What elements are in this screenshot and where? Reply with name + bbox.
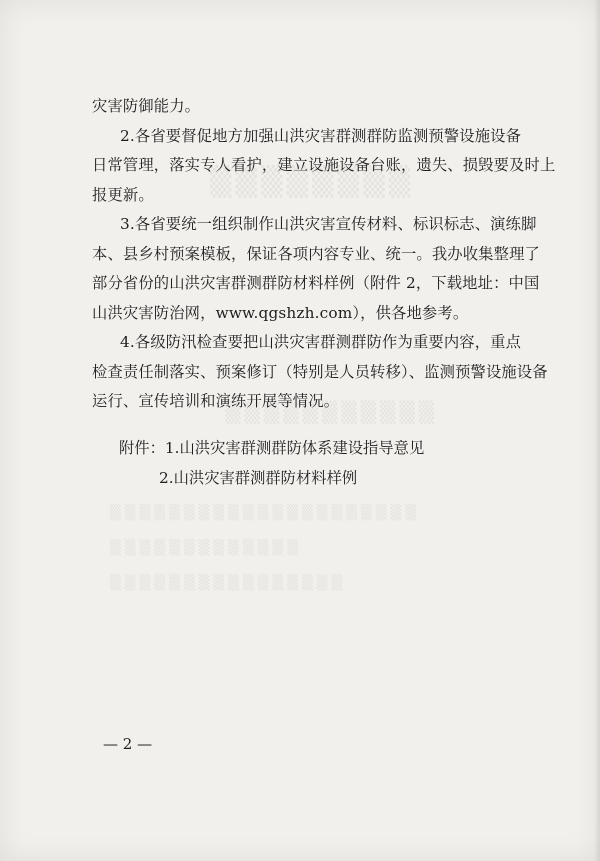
body-text [92, 92, 556, 417]
attachment-item-2: 2.山洪灾害群测群防材料样例 [159, 469, 358, 487]
paragraph-line: 日常管理，落实专人看护，建立设施设备台账，遗失、损毁要及时上 [92, 156, 556, 174]
paragraph-line: 检查责任制落实、预案修订（特别是人员转移）、监测预警设施设备 [92, 362, 548, 381]
paragraph-line: 运行、宣传培训和演练开展等情况。 [92, 392, 340, 410]
paragraph-line: 报更新。 [92, 185, 154, 204]
paragraph-line: 4.各级防汛检查要把山洪灾害群测群防作为重要内容，重点 [120, 333, 522, 351]
attachment-item-1: 附件：1.山洪灾害群测群防体系建设指导意见 [119, 439, 425, 457]
paragraph-line: 灾害防御能力。 [92, 97, 201, 115]
scan-edge-shadow [594, 0, 600, 861]
bleed-through-text: ▒▒▒▒▒▒▒▒ [210, 165, 415, 198]
paragraph-line: 部分省份的山洪灾害群测群防材料样例（附件 2，下载地址：中国 [92, 274, 540, 292]
paragraph-line: 本、县乡村预案模板，保证各项内容专业、统一。我办收集整理了 [92, 244, 540, 263]
bleed-through-text: ▒▒▒▒▒▒▒▒▒▒▒▒▒▒▒▒▒▒▒▒▒ [110, 505, 421, 521]
paragraph-line: 山洪灾害防治网，www.qgshzh.com），供各地参考。 [92, 303, 469, 322]
bleed-through-text: ▒▒▒▒▒▒▒▒▒▒▒ [225, 400, 439, 424]
page-number: — 2 — [103, 735, 153, 753]
bleed-through-text: ▒▒▒▒▒▒▒▒▒▒▒▒▒ [110, 540, 302, 556]
bleed-through-text: ▒▒▒▒▒▒▒▒▒▒▒▒▒▒▒▒ [110, 575, 347, 591]
paragraph-line: 3.各省要统一组织制作山洪灾害宣传材料、标识标志、演练脚 [120, 215, 537, 233]
paragraph-line: 2.各省要督促地方加强山洪灾害群测群防监测预警设施设备 [120, 126, 522, 145]
